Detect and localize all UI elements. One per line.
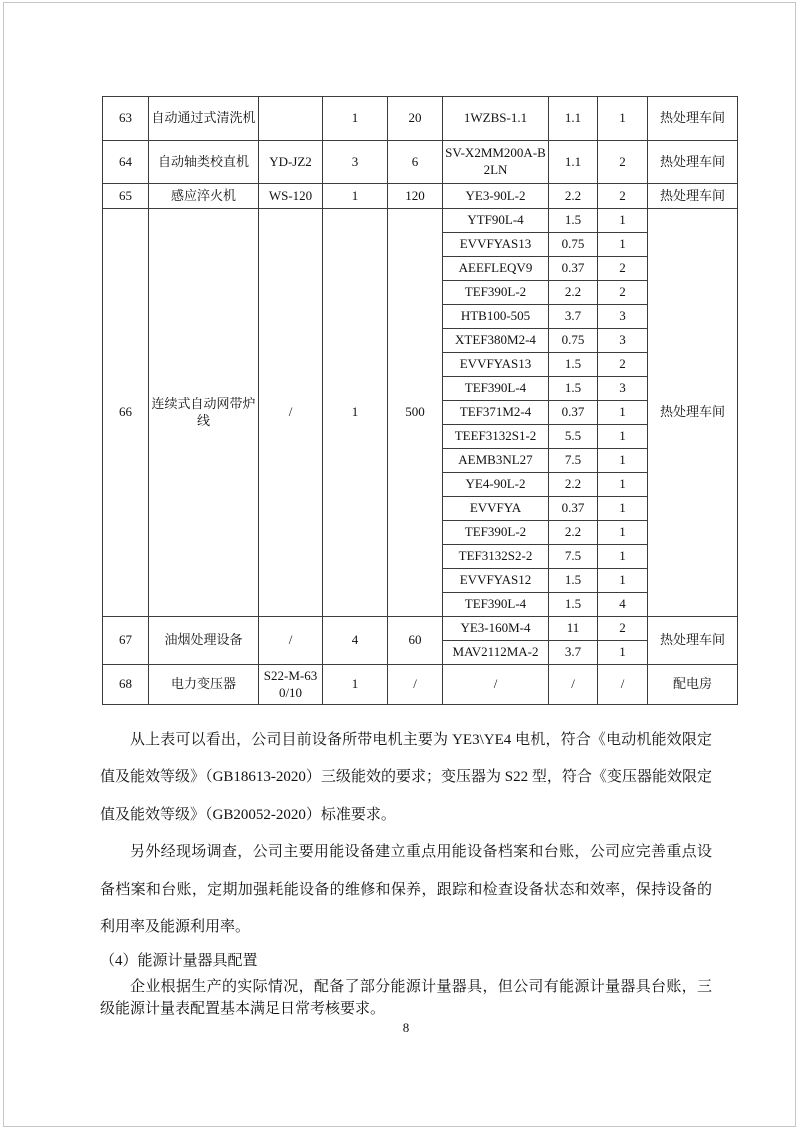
cell-motor-power: 0.75	[549, 233, 598, 257]
cell-motor-qty: 2	[598, 184, 648, 209]
cell-motor-model: YE4-90L-2	[443, 473, 549, 497]
cell-motor-qty: 2	[598, 353, 648, 377]
cell-qty: 4	[323, 617, 388, 665]
cell-motor-power: 3.7	[549, 305, 598, 329]
cell-qty: 1	[323, 184, 388, 209]
cell-motor-model: XTEF380M2-4	[443, 329, 549, 353]
cell-motor-model: EVVFYAS13	[443, 233, 549, 257]
cell-location: 热处理车间	[648, 141, 738, 184]
cell-no: 67	[103, 617, 149, 665]
cell-motor-model: YTF90L-4	[443, 209, 549, 233]
cell-motor-qty: 1	[598, 545, 648, 569]
equipment-table-body	[103, 97, 738, 705]
cell-model	[259, 97, 323, 141]
cell-motor-power: 1.1	[549, 141, 598, 184]
table-row	[103, 184, 738, 209]
cell-model: /	[259, 617, 323, 665]
cell-name: 油烟处理设备	[149, 617, 259, 665]
table-row	[103, 141, 738, 184]
cell-qty: 1	[323, 209, 388, 617]
cell-no: 66	[103, 209, 149, 617]
cell-motor-qty: 1	[598, 425, 648, 449]
paragraph-site-survey: 另外经现场调查，公司主要用能设备建立重点用能设备档案和台账，公司应完善重点设备档案和台账，定期加强耗能设备的维修和保养，跟踪和检查设备状态和效率，保持设备的利用率及能源利用率。	[100, 844, 712, 936]
cell-motor-model: AEEFLEQV9	[443, 257, 549, 281]
cell-motor-power: 0.75	[549, 329, 598, 353]
cell-location: 热处理车间	[648, 184, 738, 209]
paragraph-motor-efficiency: 从上表可以看出，公司目前设备所带电机主要为 YE3\YE4 电机，符合《电动机能效限定值及能效等级》（GB18613-2020）三级能效的要求；变压器为 S22 型，符合《变压器能效限定值及能效等级》（GB20052-2020）标准要求。	[100, 732, 712, 823]
cell-motor-model: SV-X2MM200A-B2LN	[443, 141, 549, 184]
cell-motor-qty: 2	[598, 141, 648, 184]
equipment-table	[102, 96, 738, 705]
cell-motor-qty: 1	[598, 401, 648, 425]
section-heading: （4）能源计量器具配置	[100, 953, 258, 970]
cell-motor-qty: 3	[598, 329, 648, 353]
cell-name: 连续式自动网带炉线	[149, 209, 259, 617]
cell-motor-power: 2.2	[549, 184, 598, 209]
table-row	[103, 617, 738, 641]
cell-motor-power: 1.5	[549, 353, 598, 377]
cell-motor-qty: 3	[598, 305, 648, 329]
cell-name: 自动轴类校直机	[149, 141, 259, 184]
cell-power: /	[388, 665, 443, 705]
cell-model: S22-M-630/10	[259, 665, 323, 705]
cell-motor-model: AEMB3NL27	[443, 449, 549, 473]
cell-motor-power: 0.37	[549, 257, 598, 281]
cell-motor-qty: 2	[598, 617, 648, 641]
cell-location: 配电房	[648, 665, 738, 705]
cell-motor-qty: 1	[598, 209, 648, 233]
cell-motor-qty: 1	[598, 473, 648, 497]
cell-location: 热处理车间	[648, 209, 738, 617]
cell-name: 自动通过式清洗机	[149, 97, 259, 141]
cell-location: 热处理车间	[648, 97, 738, 141]
cell-model: WS-120	[259, 184, 323, 209]
cell-location: 热处理车间	[648, 617, 738, 665]
cell-power: 120	[388, 184, 443, 209]
cell-no: 64	[103, 141, 149, 184]
cell-motor-qty: 1	[598, 569, 648, 593]
cell-no: 68	[103, 665, 149, 705]
cell-name: 感应淬火机	[149, 184, 259, 209]
table-row	[103, 209, 738, 233]
cell-motor-model: TEF390L-4	[443, 377, 549, 401]
cell-motor-model: /	[443, 665, 549, 705]
cell-motor-power: 1.5	[549, 593, 598, 617]
cell-motor-power: /	[549, 665, 598, 705]
cell-motor-power: 1.5	[549, 209, 598, 233]
cell-power: 20	[388, 97, 443, 141]
cell-motor-power: 1.5	[549, 569, 598, 593]
cell-name: 电力变压器	[149, 665, 259, 705]
cell-motor-qty: 1	[598, 521, 648, 545]
body-text	[100, 722, 712, 1036]
page-number: 8	[402, 1020, 410, 1036]
cell-qty: 1	[323, 665, 388, 705]
cell-no: 63	[103, 97, 149, 141]
cell-motor-model: EVVFYAS12	[443, 569, 549, 593]
cell-motor-power: 2.2	[549, 281, 598, 305]
cell-motor-power: 0.37	[549, 497, 598, 521]
cell-motor-model: YE3-160M-4	[443, 617, 549, 641]
cell-motor-qty: 1	[598, 97, 648, 141]
cell-motor-power: 5.5	[549, 425, 598, 449]
cell-motor-model: HTB100-505	[443, 305, 549, 329]
cell-motor-qty: 1	[598, 233, 648, 257]
cell-motor-model: EVVFYAS13	[443, 353, 549, 377]
cell-model: YD-JZ2	[259, 141, 323, 184]
cell-motor-power: 7.5	[549, 545, 598, 569]
cell-model: /	[259, 209, 323, 617]
cell-motor-qty: 1	[598, 497, 648, 521]
cell-motor-power: 2.2	[549, 521, 598, 545]
cell-motor-model: YE3-90L-2	[443, 184, 549, 209]
cell-motor-model: EVVFYA	[443, 497, 549, 521]
cell-motor-power: 3.7	[549, 641, 598, 665]
cell-motor-power: 0.37	[549, 401, 598, 425]
cell-motor-power: 1.5	[549, 377, 598, 401]
cell-motor-power: 11	[549, 617, 598, 641]
cell-motor-model: TEF3132S2-2	[443, 545, 549, 569]
cell-motor-model: MAV2112MA-2	[443, 641, 549, 665]
cell-motor-model: TEEF3132S1-2	[443, 425, 549, 449]
paragraph-metering: 企业根据生产的实际情况，配备了部分能源计量器具，但公司有能源计量器具台账，三级能源计量表配置基本满足日常考核要求。	[100, 979, 712, 1017]
cell-motor-power: 2.2	[549, 473, 598, 497]
table-row	[103, 97, 738, 141]
cell-motor-model: TEF390L-4	[443, 593, 549, 617]
cell-motor-qty: 4	[598, 593, 648, 617]
cell-motor-power: 7.5	[549, 449, 598, 473]
cell-motor-qty: 2	[598, 257, 648, 281]
cell-power: 6	[388, 141, 443, 184]
cell-motor-qty: /	[598, 665, 648, 705]
cell-power: 60	[388, 617, 443, 665]
cell-motor-qty: 1	[598, 641, 648, 665]
cell-no: 65	[103, 184, 149, 209]
cell-motor-model: TEF371M2-4	[443, 401, 549, 425]
cell-motor-model: TEF390L-2	[443, 521, 549, 545]
cell-motor-power: 1.1	[549, 97, 598, 141]
cell-motor-model: 1WZBS-1.1	[443, 97, 549, 141]
cell-motor-model: TEF390L-2	[443, 281, 549, 305]
cell-motor-qty: 1	[598, 449, 648, 473]
cell-qty: 1	[323, 97, 388, 141]
cell-power: 500	[388, 209, 443, 617]
table-row	[103, 665, 738, 705]
cell-motor-qty: 2	[598, 281, 648, 305]
cell-motor-qty: 3	[598, 377, 648, 401]
cell-qty: 3	[323, 141, 388, 184]
